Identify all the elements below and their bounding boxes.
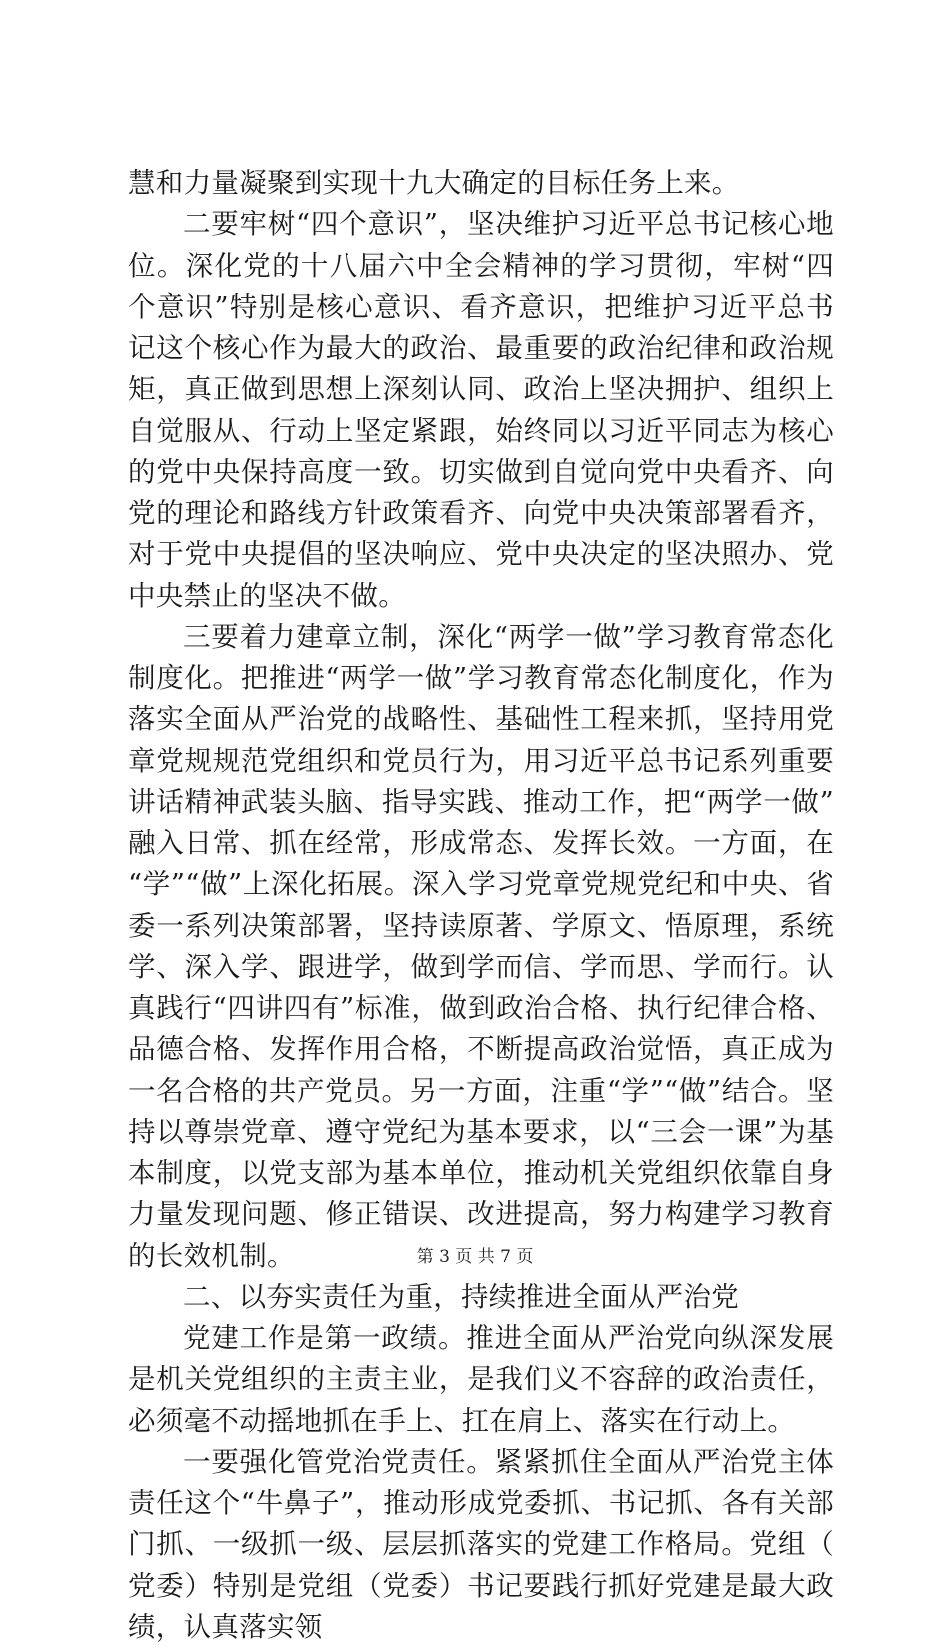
page-number: 第 3 页 共 7 页 bbox=[416, 1247, 534, 1267]
paragraph-section-intro: 党建工作是第一政绩。推进全面从严治党向纵深发展是机关党组织的主责主业，是我们义不容辞的政治责任，必须毫不动摇地抓在手上、扛在肩上、落实在行动上。 bbox=[128, 1322, 834, 1437]
paragraph-point-three: 三要着力建章立制，深化“两学一做”学习教育常态化制度化。把推进“两学一做”学习教育常态化制度化，作为落实全面从严治党的战略性、基础性工程来抓，坚持用党章党规规范党组织和党员行为，用习近平总书记系列重要讲话精神武装头脑、指导实践、推动工作，把“两学一做”融入日常、抓在经常，形成常态、发挥长效。一方面，在“学”“做”上深化拓展。深入学习党章党规党纪和中央、省委一系列决策部署，坚持读原著、学原文、悟原理，系统学、深入学、跟进学，做到学而信、学而思、学而行。认真践行“四讲四有”标准，做到政治合格、执行纪律合格、品德合格、发挥作用合格，不断提高政治觉悟，真正成为一名合格的共产党员。另一方面，注重“学”“做”结合。坚持以尊崇党章、遵守党纪为基本要求，以“三会一课”为基本制度，以党支部为基本单位，推动机关党组织依靠自身力量发现问题、修正错误、改进提高，努力构建学习教育的长效机制。 bbox=[128, 620, 834, 1272]
section-heading: 二、以夯实责任为重，持续推进全面从严治党 bbox=[183, 1280, 739, 1313]
document-body bbox=[128, 163, 834, 1648]
paragraph-point-two: 二要牢树“四个意识”，坚决维护习近平总书记核心地位。深化党的十八届六中全会精神的学习贯彻，牢树“四个意识”特别是核心意识、看齐意识，把维护习近平总书记这个核心作为最大的政治、最重要的政治纪律和政治规矩，真正做到思想上深刻认同、政治上坚决拥护、组织上自觉服从、行动上坚定紧跟，始终同以习近平同志为核心的党中央保持高度一致。切实做到自觉向党中央看齐、向党的理论和路线方针政策看齐、向党中央决策部署看齐，对于党中央提倡的坚决响应、党中央决定的坚决照办、党中央禁止的坚决不做。 bbox=[128, 208, 834, 612]
paragraph-continuation: 慧和力量凝聚到实现十九大确定的目标任务上来。 bbox=[128, 167, 740, 199]
paragraph-point-one: 一要强化管党治党责任。紧紧抓住全面从严治党主体责任这个“牛鼻子”，推动形成党委抓、书记抓、各有关部门抓、一级抓一级、层层抓落实的党建工作格局。党组（党委）特别是党组（党委）书记要践行抓好党建是最大政绩，认真落实领 bbox=[128, 1445, 834, 1643]
